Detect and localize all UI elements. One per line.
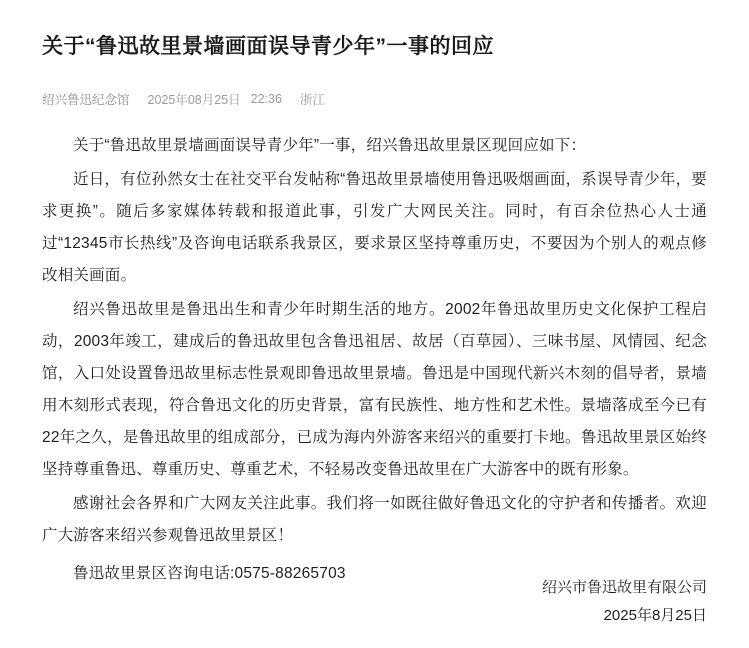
page-title: 关于“鲁迅故里景墙画面误导青少年”一事的回应 [42,35,494,59]
meta-region: 浙江 [299,92,325,107]
meta-source: 绍兴鲁迅纪念馆 [42,92,130,107]
article-paragraph: 绍兴鲁迅故里是鲁迅出生和青少年时期生活的地方。2002年鲁迅故里历史文化保护工程启动，2003年竣工，建成后的鲁迅故里包含鲁迅祖居、故居（百草园）、三味书屋、风情园、纪念馆，入口处设置鲁迅故里标志性景观即鲁迅故里景墙。鲁迅是中国现代新兴木刻的倡导者，景墙用木刻形式表现，符合鲁迅文化的历史背景，富有民族性、地方性和艺术性。景墙落成至今已有22年之久，是鲁迅故里的组成部分，已成为海内外游客来绍兴的重要打卡地。鲁迅故里景区始终坚持尊重鲁迅、尊重历史、尊重艺术，不轻易改变鲁迅故里在广大游客中的既有形象。 [42,300,707,478]
article-paragraph: 感谢社会各界和广大网友关注此事。我们将一如既往做好鲁迅文化的守护者和传播者。欢迎广大游客来绍兴参观鲁迅故里景区！ [42,494,707,544]
article-meta [0,76,749,108]
signature-block [542,574,707,630]
article-paragraph: 关于“鲁迅故里景墙画面误导青少年”一事，绍兴鲁迅故里景区现回应如下： [73,136,587,154]
signature-org: 绍兴市鲁迅故里有限公司 [541,579,707,597]
article-body [0,108,749,590]
contact-phone-line: 鲁迅故里景区咨询电话:0575-88265703 [73,564,346,582]
article-page [0,14,749,648]
meta-date: 2025年08月25日 [147,92,241,107]
meta-time: 22:36 [250,91,282,106]
article-paragraph: 近日，有位孙然女士在社交平台发帖称“鲁迅故里景墙使用鲁迅吸烟画面，系误导青少年，要求更换”。随后多家媒体转载和报道此事，引发广大网民关注。同时，有百余位热心人士通过“12345市长热线”及咨询电话联系我景区，要求景区坚持尊重历史，不要因为个别人的观点修改相关画面。 [42,170,707,284]
signature-date: 2025年8月25日 [603,607,707,625]
